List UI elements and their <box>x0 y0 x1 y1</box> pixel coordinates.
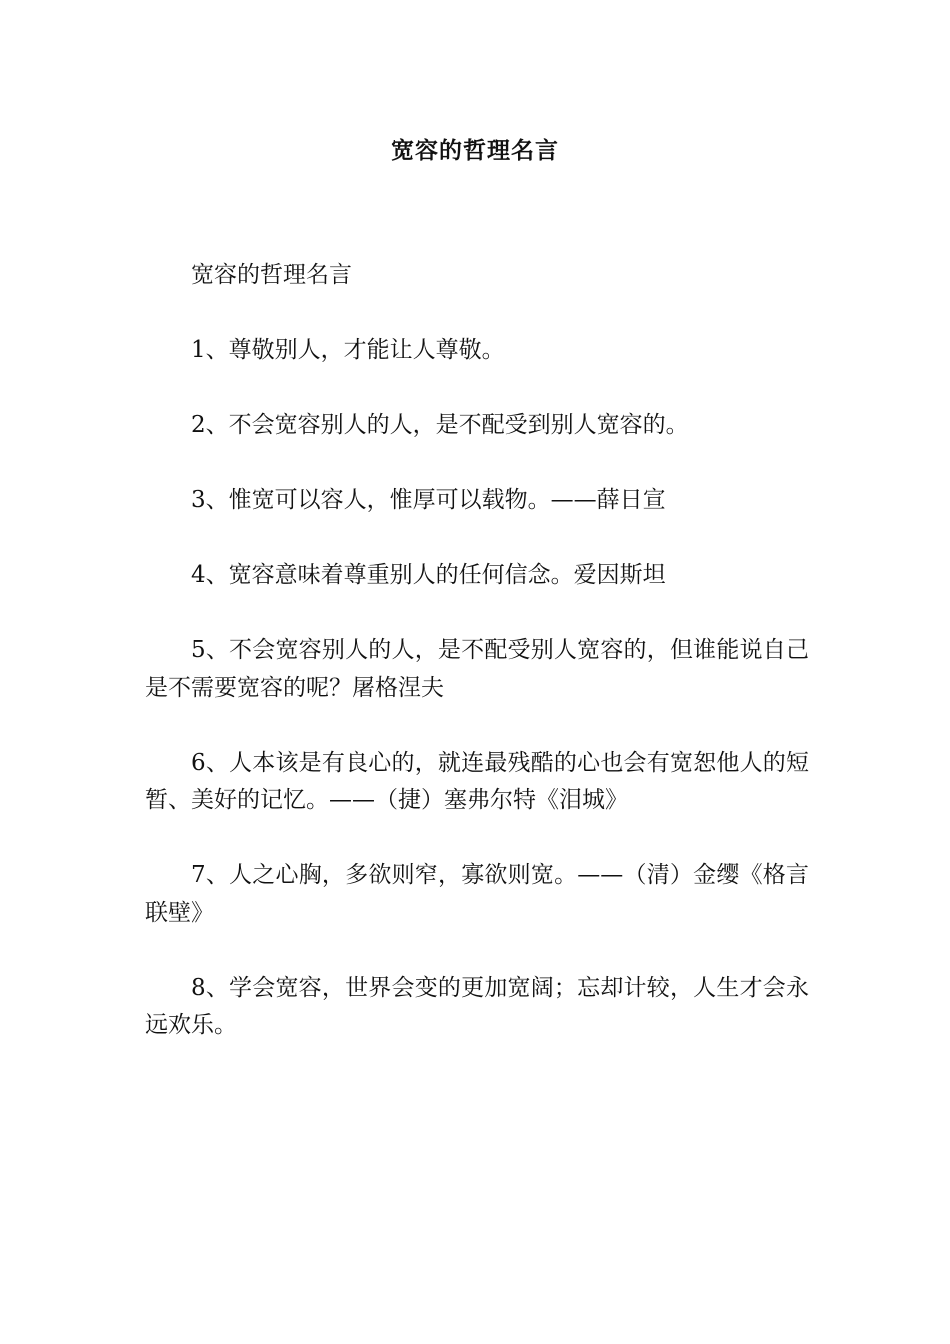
quote-2: 2、不会宽容别人的人，是不配受到别人宽容的。 <box>191 412 689 438</box>
quote-3: 3、惟宽可以容人，惟厚可以载物。——薛日宣 <box>191 487 666 513</box>
quote-5: 5、不会宽容别人的人，是不配受别人宽容的，但谁能说自己是不需要宽容的呢？屠格涅夫 <box>145 637 809 701</box>
paragraph-heading: 宽容的哲理名言 <box>191 262 352 288</box>
quote-4: 4、宽容意味着尊重别人的任何信念。爱因斯坦 <box>191 562 666 588</box>
document-title: 宽容的哲理名言 <box>391 137 559 164</box>
document-body <box>145 257 809 1045</box>
quote-6: 6、人本该是有良心的，就连最残酷的心也会有宽恕他人的短暂、美好的记忆。——（捷）塞弗尔特《泪城》 <box>145 749 809 813</box>
quote-8: 8、学会宽容，世界会变的更加宽阔；忘却计较，人生才会永远欢乐。 <box>145 974 809 1038</box>
quote-1: 1、尊敬别人，才能让人尊敬。 <box>191 337 505 363</box>
quote-7: 7、人之心胸，多欲则窄，寡欲则宽。——（清）金缨《格言联壁》 <box>145 862 809 926</box>
